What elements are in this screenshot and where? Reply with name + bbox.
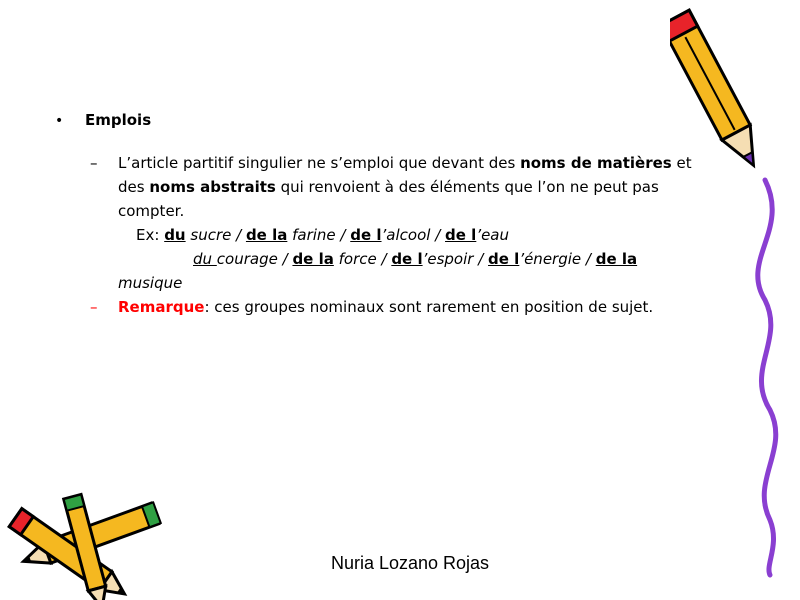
article: de l bbox=[445, 226, 477, 244]
dash-marker: – bbox=[90, 298, 98, 316]
footer-author: Nuria Lozano Rojas bbox=[330, 553, 490, 573]
subpoint-remark bbox=[90, 295, 705, 319]
article: de la bbox=[595, 250, 638, 268]
noun: musique bbox=[118, 274, 183, 292]
noun: courage / bbox=[216, 250, 293, 268]
definition-text bbox=[118, 151, 705, 295]
subpoint-definition bbox=[90, 151, 705, 295]
text-segment: et des bbox=[118, 154, 692, 196]
example-lead: Ex: bbox=[136, 226, 165, 244]
noun: sucre / bbox=[185, 226, 246, 244]
slide-body bbox=[55, 108, 705, 319]
dash-marker: – bbox=[90, 154, 98, 172]
article: du bbox=[164, 226, 186, 244]
article: de l bbox=[488, 250, 520, 268]
heading-emplois: Emplois bbox=[85, 111, 152, 129]
text-segment: qui renvoient à des éléments que l’on ne peut pas compter. bbox=[118, 178, 659, 220]
bold-term: noms abstraits bbox=[149, 178, 276, 196]
article: du bbox=[193, 250, 217, 268]
noun: ’eau bbox=[476, 226, 510, 244]
article: de la bbox=[292, 250, 334, 268]
noun: force / bbox=[333, 250, 392, 268]
text-segment: L’article partitif singulier ne s’emploi que devant des bbox=[118, 154, 521, 172]
noun: ’espoir / bbox=[422, 250, 489, 268]
noun: ’alcool / bbox=[381, 226, 446, 244]
article: de l bbox=[350, 226, 382, 244]
remark-text bbox=[118, 295, 705, 319]
bold-term: noms de matières bbox=[520, 154, 672, 172]
remark-body: : ces groupes nominaux sont rarement en position de sujet. bbox=[204, 298, 654, 316]
example-line-2 bbox=[118, 247, 705, 295]
pencils-icon-bottom-left bbox=[0, 480, 170, 600]
bullet-dot: • bbox=[55, 113, 64, 129]
noun: ’énergie / bbox=[519, 250, 596, 268]
example-line-1 bbox=[118, 223, 705, 247]
article: de la bbox=[245, 226, 288, 244]
bullet-emplois bbox=[55, 108, 705, 133]
noun: farine / bbox=[287, 226, 351, 244]
article: de l bbox=[391, 250, 423, 268]
remark-label: Remarque bbox=[118, 298, 205, 316]
